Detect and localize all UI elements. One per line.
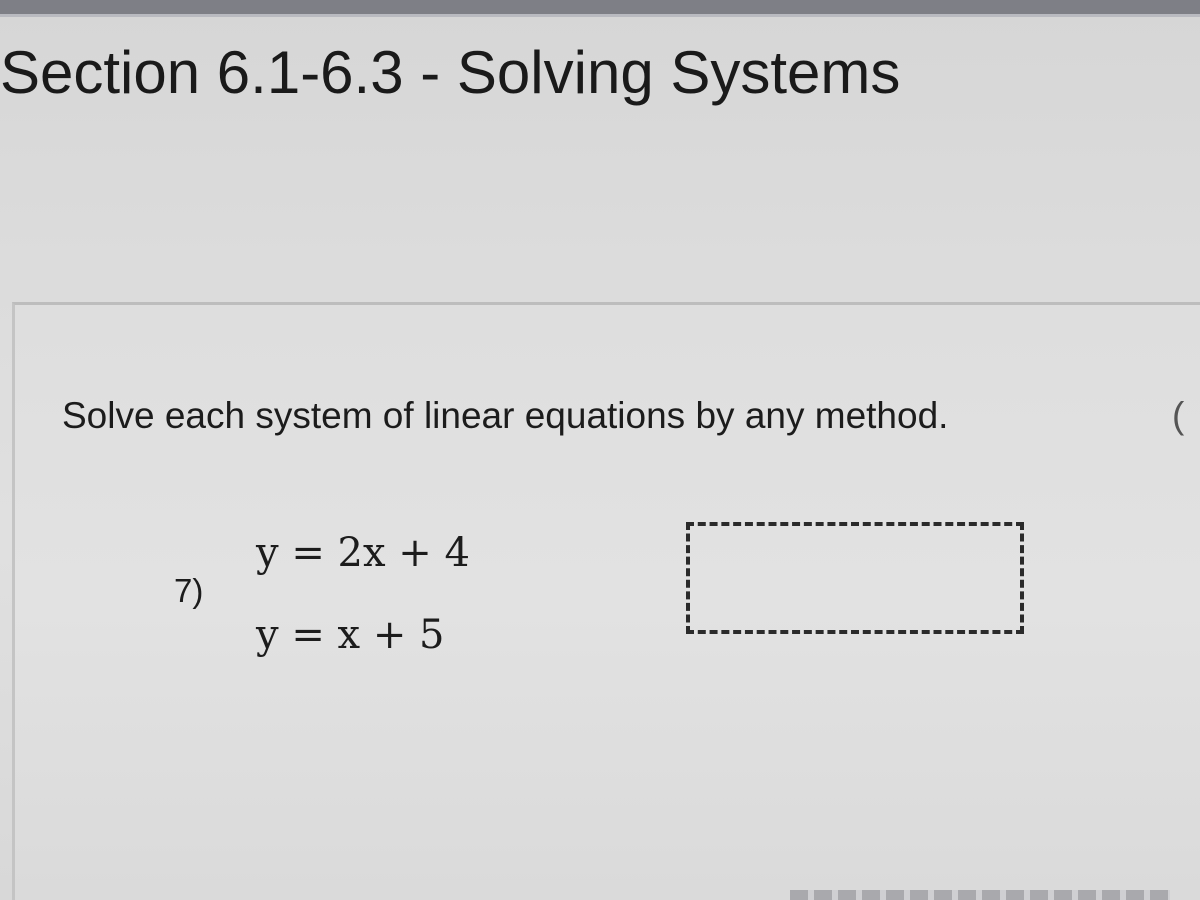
top-toolbar-strip	[0, 0, 1200, 14]
bottom-dashed-edge	[790, 890, 1170, 900]
instructions-trailing-paren: (	[1172, 395, 1185, 436]
equation-1: y = 2x + 4	[256, 530, 470, 576]
problem-number: 7)	[174, 572, 204, 609]
equation-2: y = x + 5	[256, 612, 445, 658]
instructions-text: Solve each system of linear equations by any method.	[62, 395, 949, 436]
answer-input-box[interactable]	[686, 522, 1024, 634]
page-title: Section 6.1-6.3 - Solving Systems	[0, 39, 901, 106]
top-toolbar-border	[0, 14, 1200, 17]
